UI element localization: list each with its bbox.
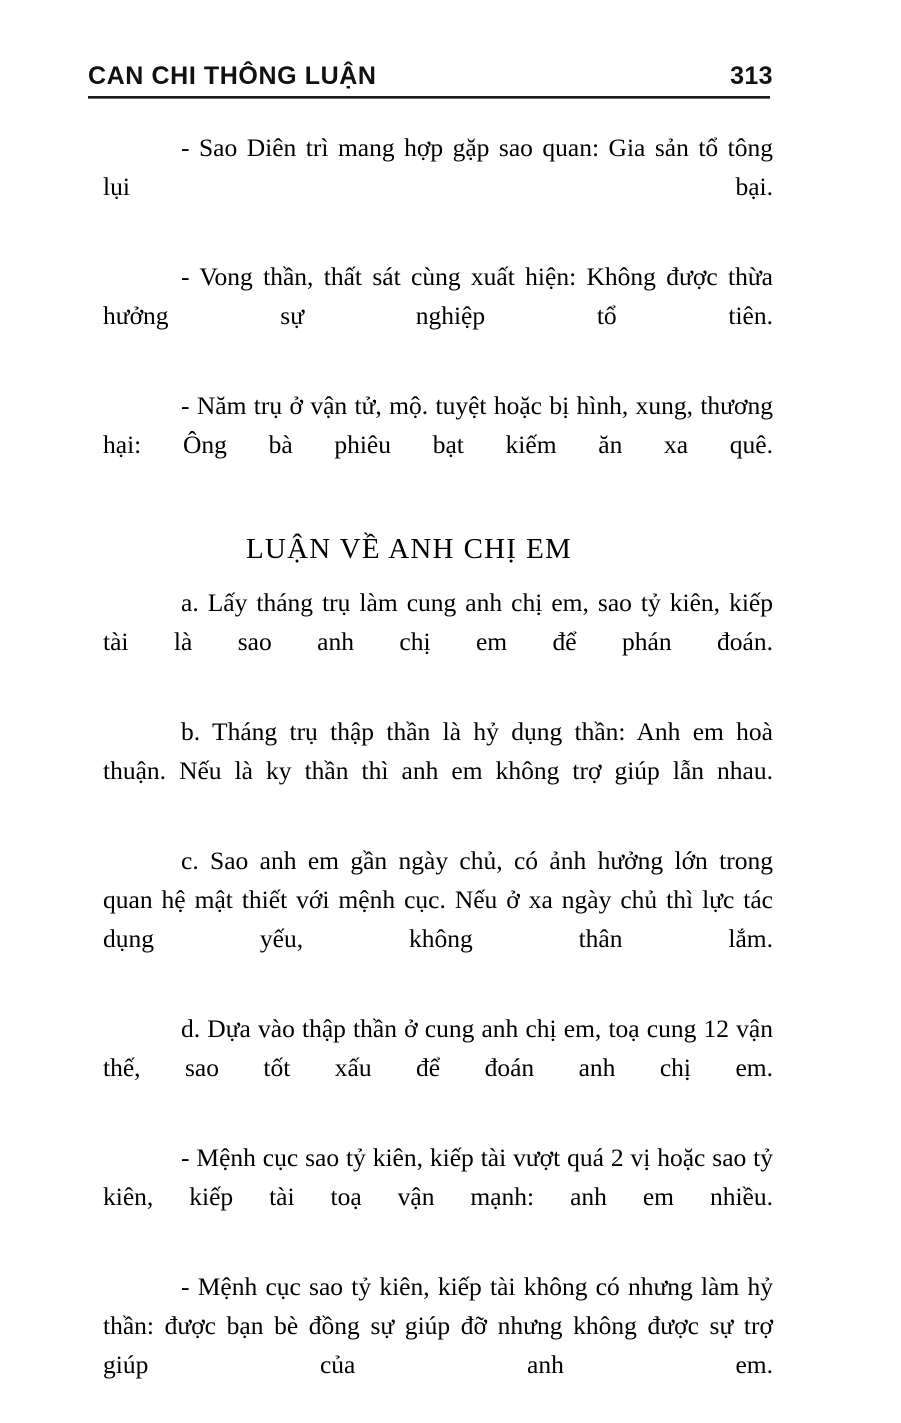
paragraph-menh-cuc-2: - Mệnh cục sao tỷ kiên, kiếp tài không có nhưng làm hỷ thần: được bạn bè đồng sự giúp đỡ nhưng không được sự trợ giúp của anh em. bbox=[103, 1272, 773, 1379]
header-rule bbox=[88, 96, 770, 99]
paragraph-menh-cuc-1: - Mệnh cục sao tỷ kiên, kiếp tài vượt quá 2 vị hoặc sao tỷ kiên, kiếp tài toạ vận mạnh: anh em nhiều. bbox=[103, 1143, 773, 1211]
paragraph-dien-tri: - Sao Diên trì mang hợp gặp sao quan: Gia sản tổ tông lụi bại. bbox=[103, 133, 773, 201]
paragraph-c: c. Sao anh em gần ngày chủ, có ảnh hưởng lớn trong quan hệ mật thiết với mệnh cục. Nếu ở xa ngày chủ thì lực tác dụng yếu, không thân lắm. bbox=[103, 846, 773, 953]
paragraph-a: a. Lấy tháng trụ làm cung anh chị em, sao tỷ kiên, kiếp tài là sao anh chị em để phán đoán. bbox=[103, 588, 773, 656]
paragraph-vong-than: - Vong thần, thất sát cùng xuất hiện: Không được thừa hưởng sự nghiệp tổ tiên. bbox=[103, 262, 773, 330]
section-heading: LUẬN VỀ ANH CHỊ EM bbox=[246, 533, 572, 565]
paragraph-d: d. Dựa vào thập thần ở cung anh chị em, toạ cung 12 vận thế, sao tốt xấu để đoán anh chị em. bbox=[103, 1014, 773, 1082]
paragraph-nam-tru: - Năm trụ ở vận tử, mộ. tuyệt hoặc bị hình, xung, thương hại: Ông bà phiêu bạt kiếm ăn xa quê. bbox=[103, 391, 773, 459]
body-text-block bbox=[103, 128, 773, 1423]
running-head bbox=[88, 62, 773, 94]
paragraph-b: b. Tháng trụ thập thần là hỷ dụng thần: Anh em hoà thuận. Nếu là ky thần thì anh em không trợ giúp lẫn nhau. bbox=[103, 717, 773, 785]
page-number: 313 bbox=[730, 62, 773, 90]
running-head-title: CAN CHI THÔNG LUẬN bbox=[88, 62, 377, 90]
